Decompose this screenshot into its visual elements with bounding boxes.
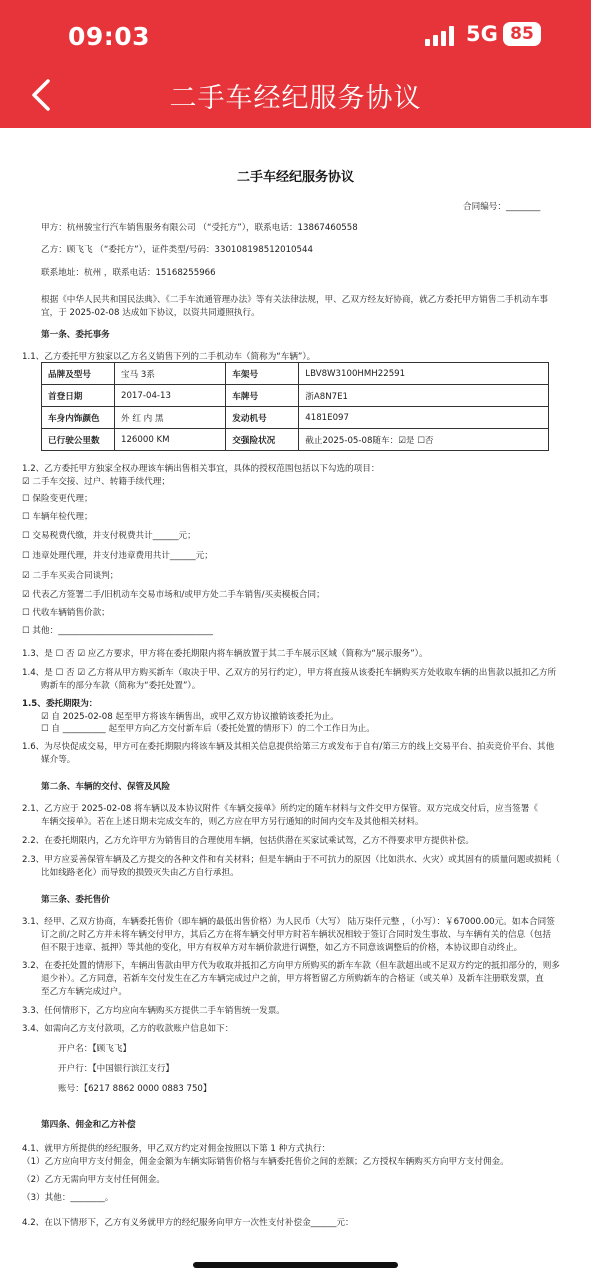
section-3-heading: 第三条、委托售价: [41, 895, 110, 905]
battery-icon: 85: [503, 22, 541, 46]
account-number: 账号：【6217 8862 0000 0883 750】: [58, 1084, 212, 1094]
table-cell: 交强险状况: [226, 429, 299, 451]
clause-3-2-line-1: 3.2、在委托处置的情形下，车辆出售款由甲方代为收取并抵扣乙方向甲方所购买的新车车款（但车款超出或不足双方约定的抵扣部分的，则多: [22, 961, 560, 971]
clause-4-1-option-3: （3）其他：________。: [22, 1193, 114, 1203]
table-row: [42, 407, 549, 429]
clause-3-2-line-3: 至乙方车辆完成过户。: [41, 987, 127, 997]
clause-4-1-option-1: （1）乙方应向甲方支付佣金，佣金金额为车辆实际销售价格与车辆委托售价之间的差额；乙方授权车辆购买方向甲方支付佣金。: [22, 1157, 509, 1167]
clause-1-5-option-b: ☐ 自 __________ 起至甲方向乙方交付新车后（委托处置的情形下）的二个工作日为止。: [41, 724, 375, 734]
clause-4-1: 4.1、就甲方所提供的经纪服务，甲乙双方约定对佣金按照以下第 1 种方式执行：: [22, 1144, 331, 1154]
clause-1-5: 1.5、委托期限为：: [22, 699, 98, 709]
scope-item: ☑ 二手车交接、过户、转籍手续代理；: [22, 477, 170, 487]
scope-item: ☐ 代收车辆销售价款；: [22, 608, 110, 618]
table-row: [42, 385, 549, 407]
table-cell: LBV8W3100HMH22591: [299, 363, 549, 385]
table-cell: 品牌及型号: [42, 363, 115, 385]
table-cell: 2017-04-13: [115, 385, 226, 407]
clause-3-1-line-1: 3.1、经甲、乙双方协商，车辆委托售价（即车辆的最低出售价格）为人民币（大写） 陆万柒仟元整 ，（小写）：￥67000.00元。如本合同签: [22, 917, 555, 927]
clause-2-3-line-2: 比如线路老化）而导致的损毁灭失由乙方自行承担。: [41, 868, 239, 878]
clause-2-2: 2.2、在委托期限内，乙方允许甲方为销售目的合理使用车辆，包括供潜在买家试乘试驾，乙方不得要求甲方提供补偿。: [22, 836, 474, 846]
clause-3-2-line-2: 退少补）。乙方同意，若新车交付发生在乙方车辆完成过户之前，甲方将暂留乙方所购新车的合格证（或关单）及新车注册联发票，直: [41, 974, 544, 984]
table-cell: 4181E097: [299, 407, 549, 429]
section-1-heading: 第一条、委托事务: [41, 330, 110, 340]
table-row: [42, 363, 549, 385]
clause-1-5-option-a: ☑ 自 2025-02-08 起至甲方将该车辆售出，或甲乙双方协议撤销该委托为止。: [41, 712, 339, 722]
home-indicator: [193, 1262, 398, 1268]
intro-line-1: 根据《中华人民共和国民法典》、《二手车流通管理办法》等有关法律法规，甲、乙双方经友好协商，就乙方委托甲方销售二手机动车事: [41, 295, 549, 305]
scope-item: ☐ 保险变更代理；: [22, 494, 93, 504]
table-cell: 外 红 内 黑: [115, 407, 226, 429]
table-cell: 截止2025-05-08随车：☑是 ☐否: [299, 429, 549, 451]
clause-1-4-line-1: 1.4、是 ☐ 否 ☑ 乙方将从甲方购买新车（取决于甲、乙双方的另行约定），甲方将直接从该委托车辆购买方处收取车辆的出售款以抵扣乙方所: [22, 668, 557, 678]
table-cell: 发动机号: [226, 407, 299, 429]
table-cell: 车身内饰颜色: [42, 407, 115, 429]
clause-1-1: 1.1、乙方委托甲方独家以乙方名义销售下列的二手机动车（简称为“车辆”）。: [22, 352, 316, 362]
contact-address: 联系地址：杭州 ，联系电话：15168255966: [41, 268, 216, 278]
status-time: 09:03: [68, 22, 151, 51]
clause-1-2: 1.2、乙方委托甲方独家全权办理该车辆出售相关事宜，具体的授权范围包括以下勾选的项目：: [22, 464, 380, 474]
scope-item: ☐ 违章处理代理，并支付违章费用共计______元；: [22, 551, 213, 561]
clause-2-1-line-1: 2.1、乙方应于 2025-02-08 将车辆以及本协议附件《车辆交接单》所约定的随车材料与文件交甲方保管。双方完成交付后，应当签署《: [22, 804, 538, 814]
clause-1-6-line-1: 1.6、为尽快促成交易，甲方可在委托期限内将该车辆及其相关信息提供给第三方或发布于自有/第三方的线上交易平台、拍卖竞价平台、其他: [22, 742, 555, 752]
section-4-heading: 第四条、佣金和乙方补偿: [41, 1120, 136, 1130]
table-cell: 首登日期: [42, 385, 115, 407]
clause-3-3: 3.3、任何情形下，乙方均应向车辆购买方提供二手车销售统一发票。: [22, 1006, 285, 1016]
clause-1-3: 1.3、是 ☐ 否 ☑ 应乙方要求，甲方将在委托期限内将车辆放置于其二手车展示区域（简称为“展示服务”）。: [22, 649, 428, 659]
scope-item: ☑ 二手车买卖合同谈判；: [22, 571, 119, 581]
clause-3-1-line-2: 订之前/之时乙方并未将车辆交付甲方，其后乙方在将车辆交付甲方时若车辆状况相较于签订合同时发生事故、与车辆有关的信息（包括: [41, 930, 551, 940]
account-name: 开户名：【顾飞飞】: [58, 1044, 132, 1054]
scope-item: ☐ 车辆年检代理；: [22, 512, 93, 522]
scope-item: ☑ 代表乙方签署二手/旧机动车交易市场和/或甲方处二手车销售/买卖模板合同；: [22, 590, 325, 600]
scope-item: ☐ 交易税费代缴，并支付税费共计______元；: [22, 531, 196, 541]
clause-2-1-line-2: 车辆交接单》。若在上述日期未完成交车的，则乙方应在甲方另行通知的时间内交车及其他相关材料。: [41, 817, 424, 827]
clause-2-3-line-1: 2.3、甲方应妥善保管车辆及乙方提交的各种文件和有关材料；但是车辆由于不可抗力的原因（比如洪水、火灾）或其固有的质量问题或损耗（: [22, 855, 560, 865]
network-label: 5G: [466, 22, 498, 46]
clause-4-1-option-2: （2）乙方无需向甲方支付任何佣金。: [22, 1175, 165, 1185]
table-cell: 宝马 3系: [115, 363, 226, 385]
table-cell: 已行驶公里数: [42, 429, 115, 451]
clause-1-6-line-2: 媒介等。: [41, 755, 76, 765]
app-header: [0, 0, 591, 128]
table-cell: 126000 KM: [115, 429, 226, 451]
table-cell: 车牌号: [226, 385, 299, 407]
page-title: 二手车经纪服务协议: [169, 83, 422, 114]
party-a: 甲方：杭州骏宝行汽车销售服务有限公司 （“受托方”），联系电话：13867460558: [41, 223, 358, 233]
account-bank: 开户行：【中国银行滨江支行】: [58, 1064, 175, 1074]
clause-4-2: 4.2、在以下情形下，乙方有义务就甲方的经纪服务向甲方一次性支付补偿金______元：: [22, 1218, 354, 1228]
contract-number: 合同编号：________: [463, 202, 541, 212]
clause-1-4-line-2: 购新车的部分车款（简称为“委托处置”）。: [41, 681, 201, 691]
party-b: 乙方：顾飞飞 （“委托方”），证件类型/号码：330108198512010544: [41, 245, 313, 255]
contract-document: [0, 128, 591, 1280]
clause-3-4: 3.4、如需向乙方支付款项，乙方的收款账户信息如下：: [22, 1024, 234, 1034]
intro-line-2: 宜，于 2025-02-08 达成如下协议，以资共同遵照执行。: [41, 308, 260, 318]
clause-3-1-line-3: 但不限于违章、抵押）等其他的变化，甲方有权单方对车辆价款进行调整，如乙方不同意该调整后的价格，本协议即自动终止。: [41, 943, 523, 953]
section-2-heading: 第二条、车辆的交付、保管及风险: [41, 782, 170, 792]
table-row: [42, 429, 549, 451]
table-cell: 车架号: [226, 363, 299, 385]
document-title: 二手车经纪服务协议: [236, 170, 354, 185]
signal-icon: [425, 26, 457, 46]
table-cell: 浙A8N7E1: [299, 385, 549, 407]
scope-item: ☐ 其他：____________________________________: [22, 626, 213, 636]
vehicle-info-table: [41, 362, 549, 451]
